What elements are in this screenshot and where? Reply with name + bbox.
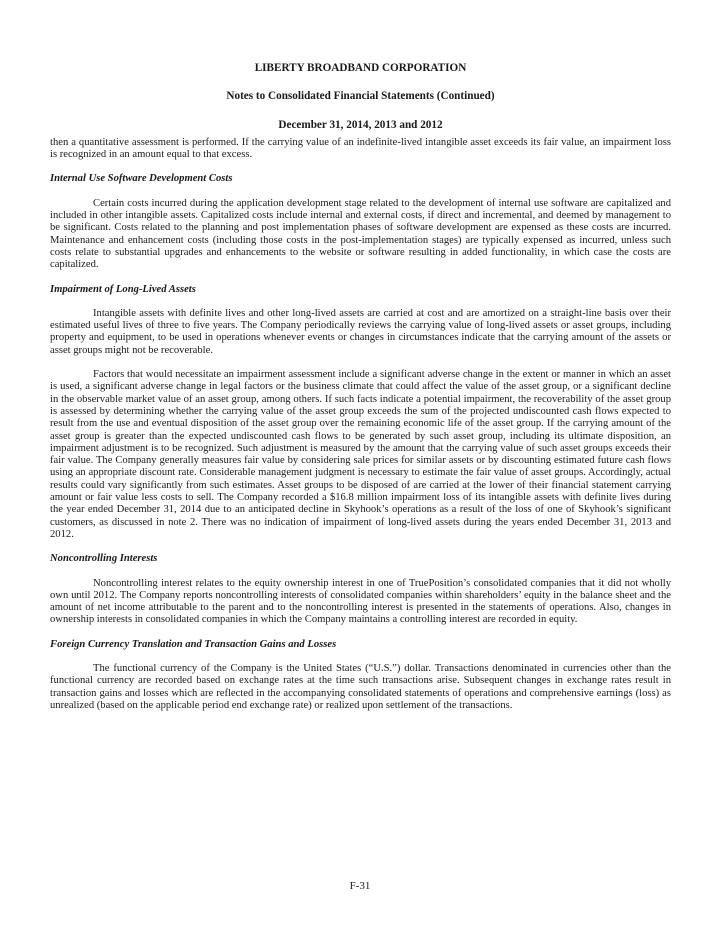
section-heading-foreign-currency: Foreign Currency Translation and Transaction Gains and Losses	[50, 638, 337, 650]
paragraph-impairment-2: Factors that would necessitate an impairment assessment include a significant adverse change in the extent or manner in which an asset is used, a significant adverse change in legal factors or the business climate that could affect the value of the asset group, or a significant decline in the observable market value of an asset group, among others. If such facts indicate a potential impairment, the recoverability of the asset group is assessed by determining whether the carrying value of the asset group exceeds the sum of the projected undiscounted cash flows expected to result from the use and eventual disposition of the asset group over the remaining economic life of the asset group. If the carrying amount of the asset group is greater than the expected undiscounted cash flows to be generated by such asset group, including its ultimate disposition, an impairment adjustment is to be recognized. Such adjustment is measured by the amount that the carrying value of such asset groups exceeds their fair value. The Company generally measures fair value by considering sale prices for similar assets or by discounting estimated future cash flows using an appropriate discount rate. Considerable management judgment is necessary to estimate the fair value of asset groups. Accordingly, actual results could vary significantly from such estimates. Asset groups to be disposed of are carried at the lower of their financial statement carrying amount or fair value less costs to sell. The Company recorded a $16.8 million impairment loss of its intangible assets with definite lives during the year ended December 31, 2014 due to an anticipated decline in Skyhook’s operations as a result of the loss of one of Skyhook’s significant customers, as discussed in note 2. There was no indication of impairment of long-lived assets during the years ended December 31, 2013 and 2012.	[50, 369, 671, 540]
section-heading-noncontrolling: Noncontrolling Interests	[50, 553, 158, 565]
notes-title: Notes to Consolidated Financial Statements (Continued)	[226, 90, 495, 103]
paragraph-impairment-1: Intangible assets with definite lives and other long-lived assets are carried at cost and are amortized on a straight-line basis over their estimated useful lives of three to five years. The Company periodically reviews the carrying value of long-lived assets or asset groups, including property and equipment, to be used in operations whenever events or changes in circumstances indicate that the carrying amount of the assets or asset groups might not be recoverable.	[50, 307, 671, 356]
section-heading-software: Internal Use Software Development Costs	[50, 173, 233, 185]
paragraph-noncontrolling: Noncontrolling interest relates to the equity ownership interest in one of TruePosition’s consolidated companies that it did not wholly own until 2012. The Company reports noncontrolling interests of consolidated companies within shareholders’ equity in the balance sheet and the amount of net income attributable to the parent and to the noncontrolling interest is presented in the statements of operations. Also, changes in ownership interests in consolidated companies in which the Company maintains a controlling interest are recorded in equity.	[50, 577, 671, 626]
company-name: LIBERTY BROADBAND CORPORATION	[254, 62, 467, 74]
page-number: F-31	[349, 880, 371, 892]
section-heading-impairment: Impairment of Long-Lived Assets	[50, 283, 196, 295]
document-page	[50, 62, 671, 712]
continuation-paragraph: then a quantitative assessment is performed. If the carrying value of an indefinite-lived intangible asset exceeds its fair value, an impairment loss is recognized in an amount equal to that excess.	[50, 136, 671, 161]
paragraph-software: Certain costs incurred during the application development stage related to the development of internal use software are capitalized and included in other intangible assets. Capitalized costs include internal and external costs, if direct and incremental, and deemed by management to be significant. Costs related to the planning and post implementation phases of software development are expensed as these costs are incurred. Maintenance and enhancement costs (including those costs in the post-implementation stages) are typically expensed as incurred, unless such costs relate to substantial upgrades and enhancements to the website or software resulting in added functionality, in which case the costs are capitalized.	[50, 197, 671, 271]
period-date: December 31, 2014, 2013 and 2012	[278, 118, 443, 131]
paragraph-foreign-currency: The functional currency of the Company is the United States (“U.S.”) dollar. Transactions denominated in currencies other than the functional currency are recorded based on exchange rates at the time such transactions arise. Subsequent changes in exchange rates result in transaction gains and losses which are reflected in the accompanying consolidated statements of operations and comprehensive earnings (loss) as unrealized (based on the applicable period end exchange rate) or realized upon settlement of the transactions.	[50, 662, 671, 711]
